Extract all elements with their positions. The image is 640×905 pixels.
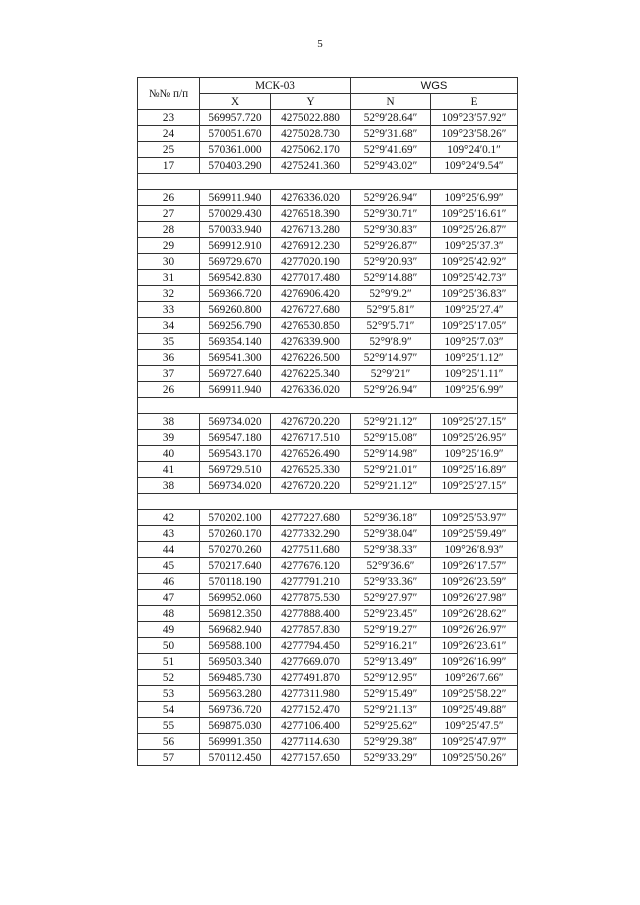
- cell-y: 4276720.220: [271, 414, 351, 430]
- table-row: [138, 382, 518, 398]
- cell-e: 109°25′59.49″: [431, 526, 518, 542]
- empty-cell: [431, 494, 518, 510]
- cell-e: 109°25′16.89″: [431, 462, 518, 478]
- cell-e: 109°25′27.15″: [431, 414, 518, 430]
- header-point-number: №№ п/п: [138, 78, 200, 110]
- cell-point-number: 53: [138, 686, 200, 702]
- cell-e: 109°25′17.05″: [431, 318, 518, 334]
- cell-e: 109°25′6.99″: [431, 382, 518, 398]
- cell-n: 52°9′28.64″: [351, 110, 431, 126]
- cell-e: 109°25′1.11″: [431, 366, 518, 382]
- table-row: [138, 686, 518, 702]
- cell-n: 52°9′43.02″: [351, 158, 431, 174]
- cell-y: 4277017.480: [271, 270, 351, 286]
- cell-x: 569541.300: [200, 350, 271, 366]
- cell-n: 52°9′21.12″: [351, 414, 431, 430]
- cell-n: 52°9′26.87″: [351, 238, 431, 254]
- cell-x: 569542.830: [200, 270, 271, 286]
- cell-e: 109°26′16.99″: [431, 654, 518, 670]
- cell-x: 570051.670: [200, 126, 271, 142]
- cell-e: 109°25′47.97″: [431, 734, 518, 750]
- cell-point-number: 57: [138, 750, 200, 766]
- cell-point-number: 55: [138, 718, 200, 734]
- cell-e: 109°25′26.87″: [431, 222, 518, 238]
- table-row: [138, 478, 518, 494]
- table-row: [138, 526, 518, 542]
- table-row: [138, 318, 518, 334]
- cell-point-number: 38: [138, 414, 200, 430]
- cell-y: 4277857.830: [271, 622, 351, 638]
- table-row: [138, 286, 518, 302]
- cell-point-number: 40: [138, 446, 200, 462]
- cell-n: 52°9′30.71″: [351, 206, 431, 222]
- cell-x: 570260.170: [200, 526, 271, 542]
- cell-x: 569727.640: [200, 366, 271, 382]
- cell-n: 52°9′15.08″: [351, 430, 431, 446]
- cell-y: 4277157.650: [271, 750, 351, 766]
- header-y: Y: [271, 94, 351, 110]
- header-e: E: [431, 94, 518, 110]
- table-row: [138, 590, 518, 606]
- table-row: [138, 670, 518, 686]
- cell-n: 52°9′38.33″: [351, 542, 431, 558]
- cell-y: 4276339.900: [271, 334, 351, 350]
- cell-x: 569734.020: [200, 414, 271, 430]
- table-row: [138, 302, 518, 318]
- cell-e: 109°25′53.97″: [431, 510, 518, 526]
- cell-y: 4277106.400: [271, 718, 351, 734]
- table-row: [138, 414, 518, 430]
- cell-point-number: 33: [138, 302, 200, 318]
- cell-x: 569875.030: [200, 718, 271, 734]
- cell-n: 52°9′29.38″: [351, 734, 431, 750]
- cell-y: 4275062.170: [271, 142, 351, 158]
- cell-x: 569256.790: [200, 318, 271, 334]
- cell-point-number: 34: [138, 318, 200, 334]
- cell-y: 4276530.850: [271, 318, 351, 334]
- table-body: [138, 110, 518, 766]
- cell-e: 109°23′58.26″: [431, 126, 518, 142]
- table-row: [138, 446, 518, 462]
- table-row: [138, 750, 518, 766]
- cell-e: 109°25′36.83″: [431, 286, 518, 302]
- cell-e: 109°25′1.12″: [431, 350, 518, 366]
- cell-x: 569729.510: [200, 462, 271, 478]
- cell-point-number: 27: [138, 206, 200, 222]
- cell-point-number: 31: [138, 270, 200, 286]
- cell-y: 4277875.530: [271, 590, 351, 606]
- cell-n: 52°9′5.81″: [351, 302, 431, 318]
- cell-n: 52°9′13.49″: [351, 654, 431, 670]
- cell-e: 109°26′28.62″: [431, 606, 518, 622]
- cell-n: 52°9′14.88″: [351, 270, 431, 286]
- table-row: [138, 430, 518, 446]
- table-row: [138, 638, 518, 654]
- cell-e: 109°25′37.3″: [431, 238, 518, 254]
- cell-x: 569260.800: [200, 302, 271, 318]
- cell-n: 52°9′5.71″: [351, 318, 431, 334]
- cell-n: 52°9′30.83″: [351, 222, 431, 238]
- cell-e: 109°25′58.22″: [431, 686, 518, 702]
- cell-n: 52°9′27.97″: [351, 590, 431, 606]
- table-row: [138, 350, 518, 366]
- table-row: [138, 622, 518, 638]
- cell-point-number: 25: [138, 142, 200, 158]
- empty-cell: [351, 494, 431, 510]
- cell-n: 52°9′33.29″: [351, 750, 431, 766]
- cell-y: 4275028.730: [271, 126, 351, 142]
- cell-e: 109°24′9.54″: [431, 158, 518, 174]
- cell-n: 52°9′21.12″: [351, 478, 431, 494]
- table-row: [138, 254, 518, 270]
- cell-y: 4276727.680: [271, 302, 351, 318]
- cell-y: 4277791.210: [271, 574, 351, 590]
- cell-e: 109°26′26.97″: [431, 622, 518, 638]
- cell-point-number: 48: [138, 606, 200, 622]
- cell-point-number: 44: [138, 542, 200, 558]
- cell-y: 4276720.220: [271, 478, 351, 494]
- table-row: [138, 718, 518, 734]
- cell-y: 4277152.470: [271, 702, 351, 718]
- cell-e: 109°26′7.66″: [431, 670, 518, 686]
- cell-n: 52°9′9.2″: [351, 286, 431, 302]
- table-row: [138, 270, 518, 286]
- cell-e: 109°25′7.03″: [431, 334, 518, 350]
- cell-point-number: 46: [138, 574, 200, 590]
- cell-x: 569485.730: [200, 670, 271, 686]
- cell-point-number: 36: [138, 350, 200, 366]
- cell-x: 570029.430: [200, 206, 271, 222]
- cell-y: 4277020.190: [271, 254, 351, 270]
- header-x: X: [200, 94, 271, 110]
- cell-point-number: 17: [138, 158, 200, 174]
- cell-y: 4277491.870: [271, 670, 351, 686]
- cell-point-number: 38: [138, 478, 200, 494]
- cell-y: 4276906.420: [271, 286, 351, 302]
- cell-n: 52°9′41.69″: [351, 142, 431, 158]
- cell-e: 109°25′27.4″: [431, 302, 518, 318]
- cell-x: 569503.340: [200, 654, 271, 670]
- cell-n: 52°9′12.95″: [351, 670, 431, 686]
- cell-n: 52°9′25.62″: [351, 718, 431, 734]
- cell-x: 570217.640: [200, 558, 271, 574]
- table-row: [138, 126, 518, 142]
- table-row: [138, 558, 518, 574]
- table-row: [138, 158, 518, 174]
- empty-cell: [200, 174, 271, 190]
- cell-e: 109°23′57.92″: [431, 110, 518, 126]
- cell-x: 569366.720: [200, 286, 271, 302]
- cell-y: 4277332.290: [271, 526, 351, 542]
- cell-x: 569682.940: [200, 622, 271, 638]
- cell-point-number: 26: [138, 190, 200, 206]
- cell-point-number: 30: [138, 254, 200, 270]
- cell-point-number: 56: [138, 734, 200, 750]
- table-row: [138, 606, 518, 622]
- cell-x: 569957.720: [200, 110, 271, 126]
- cell-y: 4277227.680: [271, 510, 351, 526]
- table-row: [138, 366, 518, 382]
- cell-y: 4276336.020: [271, 382, 351, 398]
- cell-x: 570202.100: [200, 510, 271, 526]
- cell-x: 569588.100: [200, 638, 271, 654]
- cell-y: 4276336.020: [271, 190, 351, 206]
- cell-x: 569912.910: [200, 238, 271, 254]
- table-separator-row: [138, 494, 518, 510]
- empty-cell: [271, 494, 351, 510]
- cell-x: 570403.290: [200, 158, 271, 174]
- cell-n: 52°9′19.27″: [351, 622, 431, 638]
- cell-y: 4277676.120: [271, 558, 351, 574]
- cell-e: 109°25′6.99″: [431, 190, 518, 206]
- cell-n: 52°9′36.6″: [351, 558, 431, 574]
- cell-n: 52°9′26.94″: [351, 190, 431, 206]
- cell-x: 569729.670: [200, 254, 271, 270]
- table-row: [138, 142, 518, 158]
- table-separator-row: [138, 398, 518, 414]
- table-row: [138, 190, 518, 206]
- cell-e: 109°26′27.98″: [431, 590, 518, 606]
- cell-n: 52°9′23.45″: [351, 606, 431, 622]
- cell-n: 52°9′33.36″: [351, 574, 431, 590]
- cell-point-number: 41: [138, 462, 200, 478]
- cell-e: 109°25′50.26″: [431, 750, 518, 766]
- table-row: [138, 238, 518, 254]
- cell-e: 109°25′47.5″: [431, 718, 518, 734]
- cell-y: 4277888.400: [271, 606, 351, 622]
- cell-y: 4276225.340: [271, 366, 351, 382]
- cell-x: 569734.020: [200, 478, 271, 494]
- cell-x: 570270.260: [200, 542, 271, 558]
- cell-y: 4275241.360: [271, 158, 351, 174]
- table-row: [138, 542, 518, 558]
- cell-point-number: 45: [138, 558, 200, 574]
- cell-n: 52°9′14.97″: [351, 350, 431, 366]
- cell-e: 109°26′17.57″: [431, 558, 518, 574]
- cell-x: 569543.170: [200, 446, 271, 462]
- cell-n: 52°9′21″: [351, 366, 431, 382]
- cell-x: 570361.000: [200, 142, 271, 158]
- cell-n: 52°9′31.68″: [351, 126, 431, 142]
- cell-point-number: 28: [138, 222, 200, 238]
- cell-e: 109°26′8.93″: [431, 542, 518, 558]
- empty-cell: [271, 398, 351, 414]
- coordinates-table: [137, 77, 518, 766]
- cell-point-number: 32: [138, 286, 200, 302]
- cell-y: 4277311.980: [271, 686, 351, 702]
- cell-y: 4276525.330: [271, 462, 351, 478]
- table-separator-row: [138, 174, 518, 190]
- cell-y: 4276912.230: [271, 238, 351, 254]
- empty-cell: [431, 398, 518, 414]
- cell-n: 52°9′20.93″: [351, 254, 431, 270]
- table-row: [138, 654, 518, 670]
- cell-point-number: 24: [138, 126, 200, 142]
- cell-e: 109°26′23.59″: [431, 574, 518, 590]
- cell-e: 109°25′16.9″: [431, 446, 518, 462]
- cell-n: 52°9′21.13″: [351, 702, 431, 718]
- cell-x: 569354.140: [200, 334, 271, 350]
- table-row: [138, 734, 518, 750]
- empty-cell: [138, 398, 200, 414]
- page-number: 5: [317, 38, 323, 50]
- empty-cell: [138, 494, 200, 510]
- cell-point-number: 43: [138, 526, 200, 542]
- empty-cell: [138, 174, 200, 190]
- cell-x: 569736.720: [200, 702, 271, 718]
- cell-e: 109°25′26.95″: [431, 430, 518, 446]
- table-row: [138, 702, 518, 718]
- cell-x: 569911.940: [200, 190, 271, 206]
- cell-n: 52°9′8.9″: [351, 334, 431, 350]
- empty-cell: [200, 398, 271, 414]
- cell-point-number: 26: [138, 382, 200, 398]
- table-row: [138, 574, 518, 590]
- header-msk03-group: МСК-03: [200, 78, 351, 94]
- empty-cell: [431, 174, 518, 190]
- cell-x: 570033.940: [200, 222, 271, 238]
- cell-point-number: 54: [138, 702, 200, 718]
- cell-point-number: 23: [138, 110, 200, 126]
- cell-y: 4277794.450: [271, 638, 351, 654]
- cell-n: 52°9′38.04″: [351, 526, 431, 542]
- cell-e: 109°25′49.88″: [431, 702, 518, 718]
- cell-n: 52°9′16.21″: [351, 638, 431, 654]
- cell-n: 52°9′21.01″: [351, 462, 431, 478]
- cell-y: 4277511.680: [271, 542, 351, 558]
- cell-y: 4275022.880: [271, 110, 351, 126]
- cell-n: 52°9′15.49″: [351, 686, 431, 702]
- table-row: [138, 206, 518, 222]
- empty-cell: [271, 174, 351, 190]
- cell-y: 4276713.280: [271, 222, 351, 238]
- cell-e: 109°26′23.61″: [431, 638, 518, 654]
- cell-point-number: 39: [138, 430, 200, 446]
- cell-x: 570112.450: [200, 750, 271, 766]
- empty-cell: [351, 398, 431, 414]
- cell-y: 4277669.070: [271, 654, 351, 670]
- cell-e: 109°25′16.61″: [431, 206, 518, 222]
- cell-point-number: 29: [138, 238, 200, 254]
- cell-point-number: 37: [138, 366, 200, 382]
- cell-y: 4276226.500: [271, 350, 351, 366]
- cell-n: 52°9′14.98″: [351, 446, 431, 462]
- empty-cell: [200, 494, 271, 510]
- cell-y: 4277114.630: [271, 734, 351, 750]
- cell-point-number: 51: [138, 654, 200, 670]
- cell-n: 52°9′26.94″: [351, 382, 431, 398]
- cell-e: 109°24′0.1″: [431, 142, 518, 158]
- cell-y: 4276717.510: [271, 430, 351, 446]
- cell-point-number: 47: [138, 590, 200, 606]
- cell-x: 569563.280: [200, 686, 271, 702]
- table-row: [138, 222, 518, 238]
- cell-x: 569812.350: [200, 606, 271, 622]
- table-row: [138, 462, 518, 478]
- cell-e: 109°25′42.73″: [431, 270, 518, 286]
- cell-y: 4276526.490: [271, 446, 351, 462]
- cell-y: 4276518.390: [271, 206, 351, 222]
- cell-e: 109°25′27.15″: [431, 478, 518, 494]
- table-row: [138, 110, 518, 126]
- cell-x: 569911.940: [200, 382, 271, 398]
- cell-x: 569952.060: [200, 590, 271, 606]
- table-row: [138, 510, 518, 526]
- cell-point-number: 52: [138, 670, 200, 686]
- table-header: [138, 78, 518, 110]
- cell-e: 109°25′42.92″: [431, 254, 518, 270]
- cell-x: 570118.190: [200, 574, 271, 590]
- table-row: [138, 334, 518, 350]
- header-n: N: [351, 94, 431, 110]
- header-wgs-group: WGS: [351, 78, 518, 94]
- cell-n: 52°9′36.18″: [351, 510, 431, 526]
- cell-point-number: 35: [138, 334, 200, 350]
- cell-x: 569991.350: [200, 734, 271, 750]
- cell-point-number: 42: [138, 510, 200, 526]
- cell-point-number: 50: [138, 638, 200, 654]
- empty-cell: [351, 174, 431, 190]
- cell-x: 569547.180: [200, 430, 271, 446]
- cell-point-number: 49: [138, 622, 200, 638]
